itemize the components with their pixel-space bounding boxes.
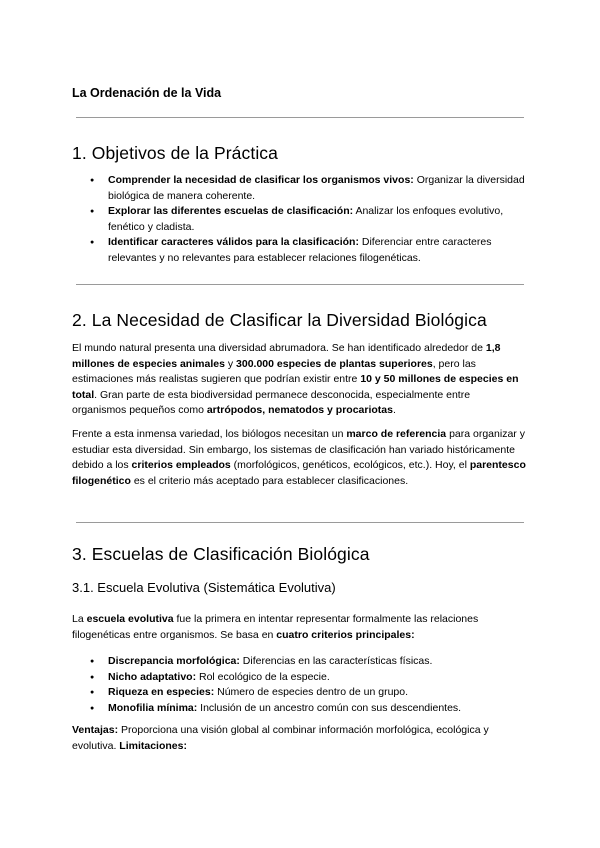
divider <box>76 522 524 523</box>
paragraph-escuela-evolutiva: La escuela evolutiva fue la primera en intentar representar formalmente las relaciones filogenéticas entre organismos. Se basa en cuatro criterios principales: <box>72 613 479 641</box>
document-title: La Ordenación de la Vida <box>72 86 222 100</box>
subsection-heading-evolutiva: 3.1. Escuela Evolutiva (Sistemática Evolutiva) <box>72 580 336 595</box>
paragraph-ventajas: Ventajas: Proporciona una visión global al combinar información morfológica, ecológica y evolutiva. Limitaciones: <box>72 724 489 752</box>
paragraph-diversidad: El mundo natural presenta una diversidad abrumadora. Se han identificado alrededor de 1,8 millones de especies animales y 300.000 especies de plantas superiores, pero las estimaciones más realistas sugieren que podrían existir entre 10 y 50 millones de especies en total. Gran parte de esta biodiversidad permanece desconocida, especialmente entre organismos pequeños como artrópodos, nematodos y procariotas. <box>72 342 519 417</box>
list-item: ● Monofilia mínima: Inclusión de un ancestro común con sus descendientes. <box>90 701 530 717</box>
list-item: ● Explorar las diferentes escuelas de clasificación: Analizar los enfoques evolutivo, fenético y cladista. <box>90 204 530 235</box>
list-item: ● Identificar caracteres válidos para la clasificación: Diferenciar entre caracteres relevantes y no relevantes para establecer relaciones filogenéticas. <box>90 235 530 266</box>
list-item: ● Riqueza en especies: Número de especies dentro de un grupo. <box>90 685 530 701</box>
list-item: ● Discrepancia morfológica: Diferencias en las características físicas. <box>90 654 530 670</box>
section-heading-necesidad: 2. La Necesidad de Clasificar la Diversidad Biológica <box>72 310 487 330</box>
objectives-list <box>90 173 530 267</box>
list-item: ● Nicho adaptativo: Rol ecológico de la especie. <box>90 670 530 686</box>
criteria-list <box>90 654 530 716</box>
list-item: ● Comprender la necesidad de clasificar los organismos vivos: Organizar la diversidad biológica de manera coherente. <box>90 173 530 204</box>
divider <box>76 117 524 118</box>
divider <box>76 284 524 285</box>
section-heading-objetivos: 1. Objetivos de la Práctica <box>72 143 278 163</box>
paragraph-marco-referencia: Frente a esta inmensa variedad, los biólogos necesitan un marco de referencia para organizar y estudiar esta diversidad. Sin embargo, los sistemas de clasificación han variado históricamente debido a los criterios empleados (morfológicos, genéticos, ecológicos, etc.). Hoy, el parentesco filogenético es el criterio más aceptado para establecer clasificaciones. <box>72 428 526 487</box>
section-heading-escuelas: 3. Escuelas de Clasificación Biológica <box>72 544 370 564</box>
